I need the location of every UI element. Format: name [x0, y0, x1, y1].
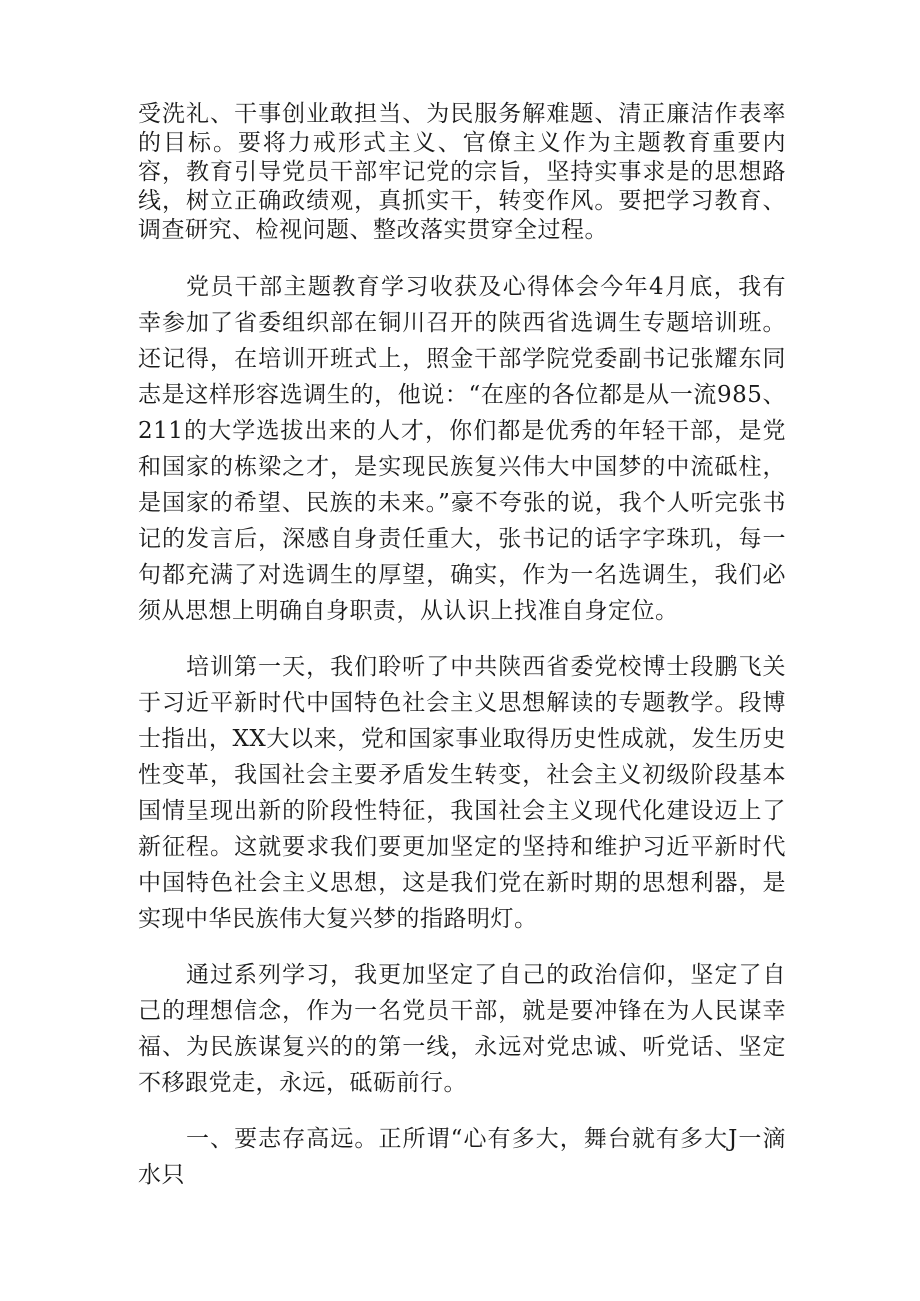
paragraph-2: 党员干部主题教育学习收获及心得体会今年4月底，我有幸参加了省委组织部在铜川召开的陕西省选调生专题培训班。还记得，在培训开班式上，照金干部学院党委副书记张耀东同志是这样形容选调生的，他说：“在座的各位都是从一流985、211的大学选拔出来的人才，你们都是优秀的年轻干部，是党和国家的栋梁之才，是实现民族复兴伟大中国梦的中流砥柱，是国家的希望、民族的未来。”豪不夸张的说，我个人听完张书记的发言后，深感自身责任重大，张书记的话字字珠玑，每一句都充满了对选调生的厚望，确实，作为一名选调生，我们必须从思想上明确自身职责，从认识上找准自身定位。 — [138, 274, 786, 624]
paragraph-4: 通过系列学习，我更加坚定了自己的政治信仰，坚定了自己的理想信念，作为一名党员干部，就是要冲锋在为人民谋幸福、为民族谋复兴的的第一线，永远对党忠诚、听党话、坚定不移跟党走，永远，砥砺前行。 — [138, 962, 786, 1096]
paragraph-3: 培训第一天，我们聆听了中共陕西省委党校博士段鹏飞关于习近平新时代中国特色社会主义思想解读的专题教学。段博士指出，XX大以来，党和国家事业取得历史性成就，发生历史性变革，我国社会主要矛盾发生转变，社会主义初级阶段基本国情呈现出新的阶段性特征，我国社会主义现代化建设迈上了新征程。这就要求我们要更加坚定的坚持和维护习近平新时代中国特色社会主义思想，这是我们党在新时期的思想利器，是实现中华民族伟大复兴梦的指路明灯。 — [138, 654, 786, 932]
paragraph-5: 一、要志存高远。正所谓“心有多大，舞台就有多大J一滴水只 — [138, 1126, 786, 1188]
paragraph-1: 受洗礼、干事创业敢担当、为民服务解难题、清正廉洁作表率的目标。要将力戒形式主义、官僚主义作为主题教育重要内容，教育引导党员干部牢记党的宗旨，坚持实事求是的思想路线，树立正确政绩观，真抓实干，转变作风。要把学习教育、调查研究、检视问题、整改落实贯穿全过程。 — [138, 101, 786, 243]
document-body — [138, 100, 786, 1193]
